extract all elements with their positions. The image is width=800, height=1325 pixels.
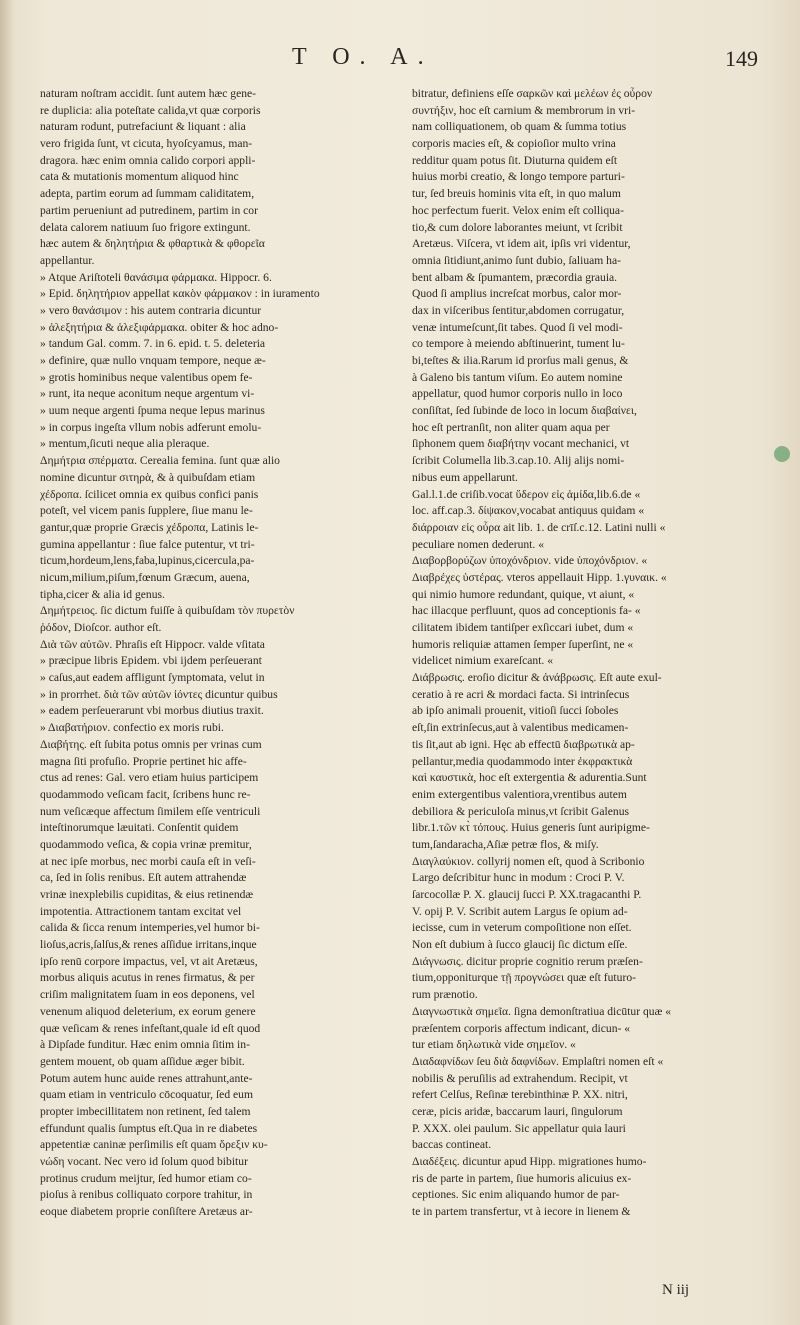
left-column [40, 86, 392, 1221]
text-line: » runt, ita neque aconitum neque argentum vi- [40, 387, 255, 401]
text-line: delata calorem natiuum ſuo frigore extingunt. [40, 220, 251, 234]
page-header [40, 44, 764, 84]
text-line: » vero θανάσιμον : his autem contraria dicuntur [40, 303, 262, 317]
text-line: nomine dicuntur σιτηρὰ, & à quibuſdam etiam [40, 470, 256, 484]
text-line: tium,opponiturque τῇ προγνώσει quæ eſt futuro- [412, 971, 636, 985]
text-line: ca, ſed in ſolis renibus. Eſt autem attrahendæ [40, 871, 247, 885]
text-line: bitratur, definiens eſſe σαρκῶν καὶ μελέων ἐς οὖρον [412, 87, 653, 100]
text-line: enim extergentibus valentiora,vrentibus autem [412, 787, 627, 801]
text-line: adepta, partim eorum ad ſummam caliditatem, [40, 187, 255, 201]
text-line: » ἀλεξητήρια & ἀλεξιφάρμακα. obiter & hoc adno- [40, 320, 279, 334]
text-line: » grotis hominibus neque valentibus opem fe- [40, 370, 253, 384]
text-line: corporis macies eſt, & copioſior multo vrina [412, 137, 616, 151]
text-line: quæ veſicam & renes infeſtant,quale id eſt quod [40, 1021, 261, 1035]
text-line: ſiphonem quem διαβήτην vocant mechanici, vt [412, 437, 630, 451]
text-line: rum prænotio. [412, 988, 478, 1002]
text-line: ceræ, picis aridæ, baccarum lauri, ſingulorum [412, 1104, 623, 1118]
text-line: » præcipue libris Epidem. vbi ijdem perſeuerant [40, 654, 262, 668]
text-line: omnia ſitidiunt,animo ſunt dubio, ſaliuam ha- [412, 253, 621, 267]
text-line: criſim malignitatem ſuam in eos deponens, vel [40, 988, 255, 1002]
binding-shadow [0, 0, 14, 1325]
ink-stain [774, 446, 790, 462]
text-line: quam etiam in ventriculo cōcoquatur, ſed eum [40, 1088, 253, 1102]
text-line: διάρροιαν εἰς οὖρα ait lib. 1. de crīſ.c.12. Latini nulli « [412, 520, 666, 534]
text-line: venenum aliquod deleterium, ex eorum genere [40, 1004, 256, 1018]
text-line: gantur,quæ proprie Græcis χέδροπα, Latinis le- [40, 520, 259, 534]
text-line: νώδη vocant. Nec vero id ſolum quod bibitur [40, 1155, 248, 1168]
text-line: Διαβρέχες ὑστέρας. vteros appellauit Hipp. 1.γυναικ. « [412, 570, 667, 584]
text-line: appellatur, quod humor corporis nullo in loco [412, 387, 623, 401]
text-line: » Epid. δηλητήριον appellat κακὸν φάρμακον : in iuramento [40, 287, 320, 301]
text-line: tipha,cicer & alia id genus. [40, 587, 165, 601]
text-line: ῥόδον, Dioſcor. author eſt. [40, 621, 162, 634]
text-line: Διὰ τῶν αὐτῶν. Phraſis eſt Hippocr. valde vſitata [40, 637, 265, 651]
text-line: P. XXX. olei paulum. Sic appellatur quia lauri [412, 1121, 626, 1135]
text-line: quodammodo veſica, & copia vrinæ premitur, [40, 837, 252, 851]
text-line: hæc autem & δηλητήρια & φθαρτικὰ & φθορεῖα [40, 237, 265, 251]
text-line: συντήξιν, hoc eſt carnium & membrorum in vri- [412, 103, 636, 117]
text-line: gentem mouent, ob quam aſſidue æger bibit. [40, 1054, 245, 1068]
text-line: bent albam & ſpumantem, præcordia grauia. [412, 270, 618, 284]
text-line: præſentem corporis affectum indicant, dicun- « [412, 1021, 631, 1035]
text-line: ctus ad renes: Gal. vero etiam huius participem [40, 771, 259, 785]
text-line: co tempore à meiendo abſtinuerint, tument lu- [412, 337, 625, 351]
text-line: ris de parte in partem, ſiue humoris alicuius ex- [412, 1171, 632, 1185]
text-line: Διαδαφνίδων ſeu διὰ δαφνίδων. Emplaſtri nomen eſt « [412, 1054, 664, 1068]
text-line: re duplicia: alia poteſtate calida,vt quæ corporis [40, 103, 261, 117]
text-line: à Galeno bis tantum viſum. Eo autem nomine [412, 370, 623, 384]
text-line: eoque diabetem proprie conſiſtere Aretæus ar- [40, 1205, 253, 1219]
page-number: 149 [725, 46, 758, 71]
text-line: nicum,milium,piſum,fœnum Græcum, auena, [40, 570, 250, 584]
running-head: T O. A. [292, 44, 434, 70]
text-line: quodammodo veſicam facit, ſcribens hunc re- [40, 787, 251, 801]
text-line: inteſtinorumque læuitati. Conſentit quidem [40, 821, 239, 835]
text-line: ticum,hordeum,lens,faba,lupinus,cicercula,pa- [40, 554, 255, 568]
text-line: nam colliquationem, ob quam & ſumma totius [412, 120, 627, 134]
text-line: qui nimio humore redundant, quique, vt aiunt, « [412, 587, 635, 601]
right-column [412, 86, 762, 1221]
text-line: à Dipſade funditur. Hæc enim omnia ſitim in- [40, 1038, 250, 1052]
text-line: lioſus,acris,ſalſus,& renes aſſidue irritans,inque [40, 938, 257, 952]
text-line: Διαβορβορύζων ὑποχόνδριον. vide ὑποχόνδριον. « [412, 554, 648, 568]
text-line: appellantur. [40, 253, 95, 267]
text-line: » Διαβατήριον. confectio ex moris rubi. [40, 721, 224, 735]
text-line: Διαδέξεις. dicuntur apud Hipp. migrationes humo- [412, 1155, 647, 1168]
text-line: » in corpus ingeſta vllum nobis adferunt emolu- [40, 420, 262, 434]
text-line: nobilis & peruſilis ad extrahendum. Recipit, vt [412, 1071, 628, 1085]
text-line: impotentia. Attractionem tantam excitat vel [40, 904, 242, 918]
text-line: propter imbecillitatem non retinent, ſed talem [40, 1104, 251, 1118]
text-line: Διάβρωσις. eroſio dicitur & ἀνάβρωσις. Eſt aute exul- [412, 671, 662, 685]
text-line: num veſicæque affectum ſimilem eſſe ventriculi [40, 804, 261, 818]
text-line: huius morbi creatio, & longo tempore parturi- [412, 170, 625, 184]
text-line: tur, ſed breuis hominis vita eſt, in quo malum [412, 187, 621, 201]
text-line: V. opij P. V. Scribit autem Largus ſe opium ad- [412, 904, 628, 918]
text-line: naturam rodunt, putrefaciunt & liquant : alia [40, 120, 246, 134]
text-line: Aretæus. Viſcera, vt idem ait, ipſis vri videntur, [412, 237, 631, 251]
text-line: cilitatem ibidem tantiſper exſiccari iubet, dum « [412, 621, 634, 634]
text-line: at nec ipſe morbus, nec morbi cauſa eſt in veſi- [40, 854, 256, 868]
text-line: naturam noſtram accidit. ſunt autem hæc gene- [40, 87, 257, 100]
text-line: καὶ καυστικὰ, hoc eſt extergentia & adurentia.Sunt [412, 771, 647, 785]
text-line: » uum neque argenti ſpuma neque lepus marinus [40, 404, 265, 418]
text-line: Δημήτρια σπέρματα. Cerealia femina. ſunt quæ alio [40, 454, 280, 468]
text-line: debiliora & periculoſa minus,vt ſcribit Galenus [412, 804, 630, 818]
text-line: ab ipſo animali prouenit, vitioſi ſucci ſoboles [412, 704, 619, 718]
text-line: bi,teſtes & ilia.Rarum id prorſus mali genus, & [412, 354, 629, 367]
text-line: » in prorrhet. διὰ τῶν αὐτῶν ἰόντες dicuntur quibus [40, 687, 278, 701]
text-line: Διάγνωσις. dicitur proprie cognitio rerum præſen- [412, 954, 643, 968]
text-line: baccas contineat. [412, 1138, 492, 1152]
text-line: Gal.l.1.de criſib.vocat ὕδερον εἰς ἀμίδα,lib.6.de « [412, 487, 641, 501]
text-line: libr.1.τῶν κτ̀ τόπους. Huius generis ſunt auripigme- [412, 821, 650, 835]
text-line: venæ intumeſcunt,ſit tabes. Quod ſi vel modi- [412, 320, 623, 334]
text-line: hoc perfectum fuerit. Velox enim eſt colliqua- [412, 203, 624, 217]
text-line: » mentum,ſicuti neque alia pleraque. [40, 437, 210, 451]
text-line: partim perueniunt ad putredinem, partim in cor [40, 203, 258, 217]
text-line: morbus aliquis acutus in renes firmatus, & per [40, 971, 255, 985]
text-line: gumina appellantur : ſiue falce putentur, vt tri- [40, 537, 255, 551]
text-line: pellantur,media quodammodo inter ἐκφρακτικὰ [412, 754, 633, 768]
text-line: ſarcocollæ P. X. glaucij ſucci P. XX.tragacanthi P. [412, 888, 642, 901]
text-line: Non eſt dubium à ſucco glaucij ſic dictum eſſe. [412, 938, 628, 952]
text-line: ipſo renū corpore impactus, vel, vt ait Aretæus, [40, 954, 258, 968]
text-line: te in partem transfertur, vt à iecore in lienem & [412, 1205, 631, 1219]
text-line: Διαγλαύκιον. collyrij nomen eſt, quod à Scribonio [412, 854, 645, 868]
text-line: eſt,ſin extrinſecus,aut à valentibus medicamen- [412, 721, 629, 735]
text-line: loc. aff.cap.3. δίψακον,vocabat antiquus quidam « [412, 504, 645, 518]
text-line: iecisse, cum in veterum compoſitione non eſſet. [412, 921, 632, 935]
text-line: calida & ſicca renum intemperies,vel humor bi- [40, 921, 260, 935]
text-line: nibus eum appellarunt. [412, 470, 518, 484]
text-line: ceratio à re acri & mordaci facta. Si intrinſecus [412, 687, 630, 701]
text-line: vrinæ inexplebilis cupiditas, & eius retinendæ [40, 888, 254, 901]
text-line: dragora. hæc enim omnia calido corpori appli- [40, 153, 256, 167]
text-line: tis ſit,aut ab igni. Hęc ab effectū διαβρωτικὰ ap- [412, 737, 635, 751]
text-line: redditur quam potus ſit. Diuturna quidem eſt [412, 153, 618, 167]
text-line: Potum autem hunc auide renes attrahunt,ante- [40, 1071, 253, 1085]
text-line: » eadem perſeuerarunt vbi morbus diutius traxit. [40, 704, 264, 718]
text-line: humoris reliquiæ attamen ſemper ſuperſint, ne « [412, 637, 634, 651]
text-line: hac illacque perfluunt, quos ad conceptionis fa- « [412, 604, 641, 618]
text-line: Διαγνωστικὰ σημεῖα. ſigna demonſtratiua dicūtur quæ « [412, 1004, 672, 1018]
text-line: » Atque Ariſtoteli θανάσιμα φάρμακα. Hippocr. 6. [40, 270, 272, 284]
text-line: pioſus à renibus colliquato corpore trahitur, in [40, 1188, 253, 1202]
text-line: ceptiones. Sic enim aliquando humor de par- [412, 1188, 620, 1202]
text-line: effundunt qualis ſumptus eſt.Qua in re diabetes [40, 1121, 258, 1135]
text-line: videlicet nimium exareſcant. « [412, 654, 554, 668]
text-line: tio,& cum dolore laborantes meiunt, vt ſcribit [412, 220, 623, 234]
text-line: ſcribit Columella lib.3.cap.10. Alij alijs nomi- [412, 454, 625, 468]
text-line: dax in viſceribus ſentitur,abdomen corrugatur, [412, 303, 625, 317]
text-line: Δημήτρειος. ſic dictum fuiſſe à quibuſdam τὸν πυρετὸν [40, 604, 295, 618]
text-line: » tandum Gal. comm. 7. in 6. epid. t. 5. deleteria [40, 337, 266, 351]
text-line: refert Celſus, Reſinæ terebinthinæ P. XX. nitri, [412, 1088, 628, 1102]
text-line: χέδροπα. ſcilicet omnia ex quibus confici panis [40, 487, 259, 501]
text-line: tum,ſandaracha,Aſiæ petræ flos, & miſy. [412, 837, 599, 851]
text-line: vero frigida ſunt, vt cicuta, hyoſcyamus, man- [40, 137, 253, 151]
text-line: Quod ſi amplius increſcat morbus, calor mor- [412, 287, 622, 301]
text-line: tur etiam δηλωτικὰ vide σημεῖον. « [412, 1038, 576, 1052]
signature-mark: N iij [662, 1282, 690, 1298]
text-line: appetentiæ caninæ perſimilis eſt quam ὄρεξιν κυ- [40, 1138, 268, 1152]
text-line: » caſus,aut eadem affligunt ſymptomata, velut in [40, 671, 265, 685]
text-line: Largo deſcribitur hunc in modum : Croci P. V. [412, 871, 625, 885]
text-line: cata & mutationis momentum aliquod hinc [40, 170, 239, 184]
text-line: magna ſiti profuſio. Proprie pertinet hic affe- [40, 754, 247, 768]
text-line: peculiare nomen dederunt. « [412, 537, 544, 551]
text-line: poteſt, vel vicem panis ſupplere, ſiue manu le- [40, 504, 253, 518]
text-line: » definire, quæ nullo vnquam tempore, neque æ- [40, 354, 266, 367]
text-line: protinus crudum meijtur, ſed humor etiam co- [40, 1171, 252, 1185]
text-line: Διαβήτης. eſt ſubita potus omnis per vrinas cum [40, 737, 262, 751]
text-line: conſiſtat, ſed ſubinde de loco in locum διαβαίνει, [412, 404, 637, 418]
text-line: hoc eſt pertranſit, non aliter quam aqua per [412, 420, 610, 434]
